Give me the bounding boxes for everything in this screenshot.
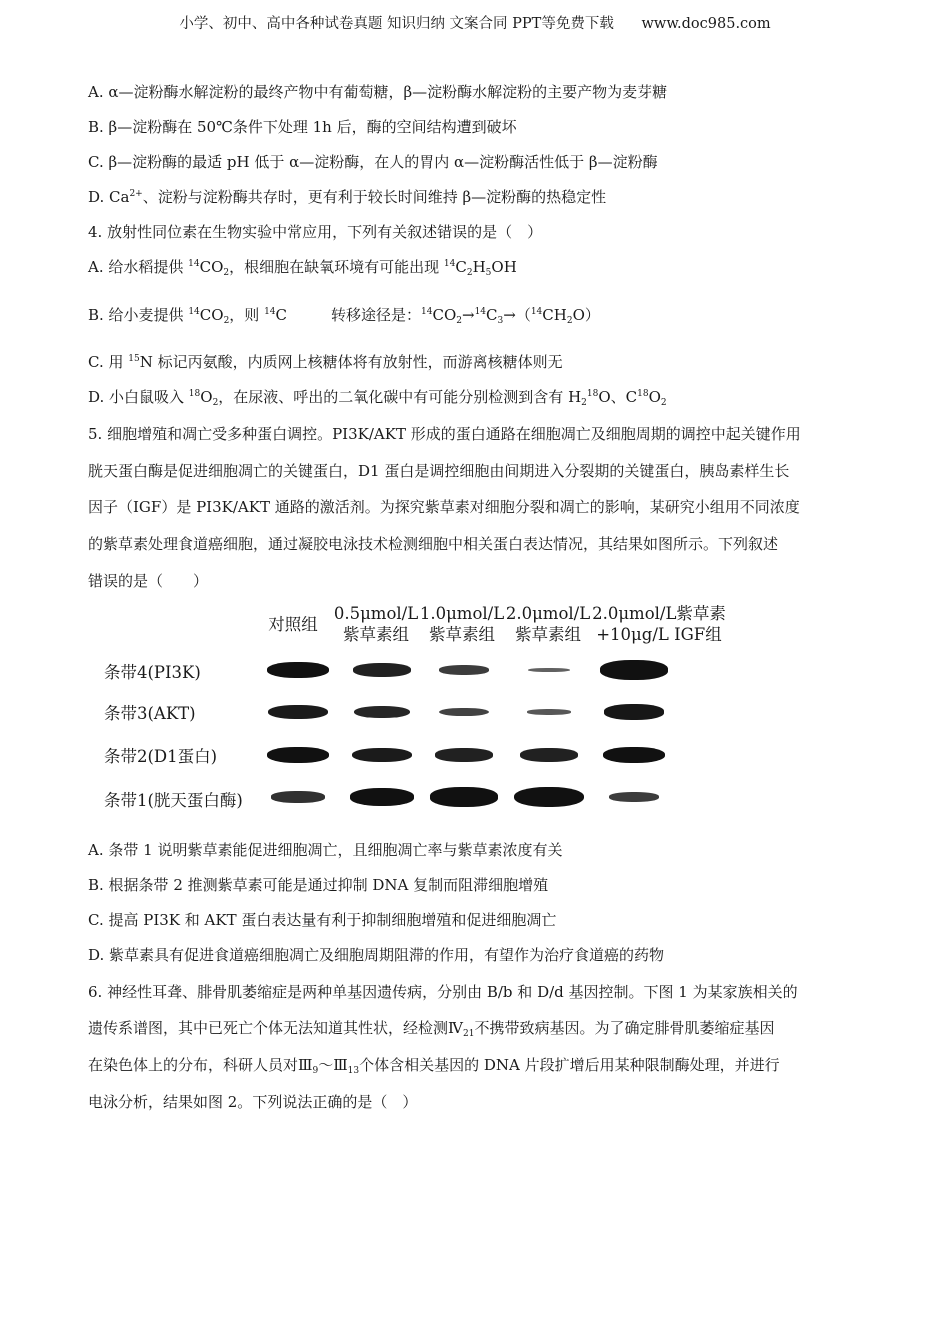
q5-option-a: A. 条带 1 说明紫草素能促进细胞凋亡，且细胞凋亡率与紫草素浓度有关 bbox=[88, 841, 563, 859]
q3-option-c: C. β—淀粉酶的最适 pH 低于 α—淀粉酶，在人的胃内 α—淀粉酶活性低于 β—淀粉酶 bbox=[88, 153, 658, 171]
q4-stem: 4. 放射性同位素在生物实验中常应用，下列有关叙述错误的是（ ） bbox=[88, 223, 543, 241]
gel-row-label: 条带2(D1蛋白) bbox=[104, 747, 218, 766]
gel-group-label: 1.0μmol/L 紫草素组 bbox=[419, 604, 505, 644]
q4-option-b: B. 给小麦提供 $^{14}CO_2$，则 $^{14}$C 转移途径是：$^{14}CO_2\to^{14}C_3\to(^{14}CH_2O)$ bbox=[88, 306, 600, 326]
q5-stem-line-5: 错误的是（ ） bbox=[88, 572, 209, 590]
gel-band bbox=[609, 792, 660, 802]
gel-band bbox=[528, 668, 569, 672]
gel-band bbox=[271, 791, 325, 802]
q6-stem-line-2: 遗传系谱图，其中已死亡个体无法知道其性状，经检测$Ⅳ_{21}$不携带致病基因。为了确定腓骨肌萎缩症基因 bbox=[88, 1019, 775, 1039]
gel-group-label: 对照组 bbox=[268, 615, 318, 634]
gel-band bbox=[352, 748, 411, 762]
gel-band bbox=[430, 787, 498, 806]
gel-group-label: 0.5μmol/L 紫草素组 bbox=[333, 604, 419, 644]
page-header: 小学、初中、高中各种试卷真题 知识归纳 文案合同 PPT等免费下载 www.doc985.com bbox=[179, 16, 771, 32]
gel-row-label: 条带3(AKT) bbox=[104, 704, 196, 723]
q6-stem-line-3: 在染色体上的分布，科研人员对$Ⅲ_9\sim Ⅲ_{13}$个体含相关基因的 DNA 片段扩增后用某种限制酶处理，并进行 bbox=[88, 1056, 780, 1076]
gel-row-label: 条带1(胱天蛋白酶) bbox=[104, 791, 243, 810]
gel-electrophoresis-figure bbox=[100, 600, 740, 818]
gel-band bbox=[268, 705, 327, 719]
q4-option-c: C. 用 $^{15}$N 标记丙氨酸，内质网上核糖体将有放射性，而游离核糖体则无 bbox=[88, 353, 563, 371]
gel-band bbox=[354, 706, 410, 719]
q3-option-b: B. β—淀粉酶在 50℃条件下处理 1h 后，酶的空间结构遭到破坏 bbox=[88, 118, 517, 136]
q5-option-b: B. 根据条带 2 推测紫草素可能是通过抑制 DNA 复制而阻滞细胞增殖 bbox=[88, 876, 549, 894]
gel-row-label: 条带4(PI3K) bbox=[104, 663, 201, 682]
gel-band bbox=[604, 704, 665, 719]
gel-group-label: 2.0μmol/L紫草素 +10μg/L IGF组 bbox=[592, 604, 726, 644]
q5-stem-line-2: 胱天蛋白酶是促进细胞凋亡的关键蛋白，D1 蛋白是调控细胞由间期进入分裂期的关键蛋白，胰岛素样生长 bbox=[88, 462, 790, 480]
gel-band bbox=[435, 748, 493, 762]
gel-band bbox=[439, 708, 488, 717]
gel-band bbox=[267, 662, 329, 678]
q5-stem-line-3: 因子（IGF）是 PI3K/AKT 通路的激活剂。为探究紫草素对细胞分裂和凋亡的影响，某研究小组用不同浓度 bbox=[88, 498, 800, 516]
gel-group-label: 2.0μmol/L 紫草素组 bbox=[505, 604, 591, 644]
gel-band bbox=[527, 709, 571, 715]
q5-option-c: C. 提高 PI3K 和 AKT 蛋白表达量有利于抑制细胞增殖和促进细胞凋亡 bbox=[88, 911, 557, 929]
q5-stem-line-4: 的紫草素处理食道癌细胞，通过凝胶电泳技术检测细胞中相关蛋白表达情况，其结果如图所示。下列叙述 bbox=[88, 535, 779, 553]
gel-band bbox=[520, 748, 578, 762]
gel-band bbox=[514, 787, 584, 808]
gel-band bbox=[600, 660, 668, 679]
q4-option-d: D. 小白鼠吸入 $^{18}O_2$，在尿液、呼出的二氧化碳中有可能分别检测到含有 $H_2^{18}O$、$C^{18}O_2$ bbox=[88, 388, 667, 408]
q6-stem-line-1: 6. 神经性耳聋、腓骨肌萎缩症是两种单基因遗传病，分别由 B/b 和 D/d 基因控制。下图 1 为某家族相关的 bbox=[88, 983, 798, 1001]
q3-option-d: D. $Ca^{2+}$、淀粉与淀粉酶共存时，更有利于较长时间维持 β—淀粉酶的热稳定性 bbox=[88, 188, 607, 206]
gel-band bbox=[353, 663, 411, 677]
q4-option-a: A. 给水稻提供 $^{14}CO_2$，根细胞在缺氧环境有可能出现 $^{14}C_2H_5OH$ bbox=[88, 258, 517, 278]
q5-option-d: D. 紫草素具有促进食道癌细胞凋亡及细胞周期阻滞的作用，有望作为治疗食道癌的药物 bbox=[88, 946, 665, 964]
q3-option-a: A. α—淀粉酶水解淀粉的最终产物中有葡萄糖，β—淀粉酶水解淀粉的主要产物为麦芽糖 bbox=[88, 83, 668, 101]
q5-stem-line-1: 5. 细胞增殖和凋亡受多种蛋白调控。PI3K/AKT 形成的蛋白通路在细胞凋亡及细胞周期的调控中起关键作用 bbox=[88, 425, 801, 443]
gel-band bbox=[350, 788, 415, 806]
gel-band bbox=[603, 747, 665, 763]
gel-band bbox=[439, 665, 490, 675]
gel-band bbox=[267, 747, 329, 763]
q6-stem-line-4: 电泳分析，结果如图 2。下列说法正确的是（ ） bbox=[88, 1093, 418, 1111]
